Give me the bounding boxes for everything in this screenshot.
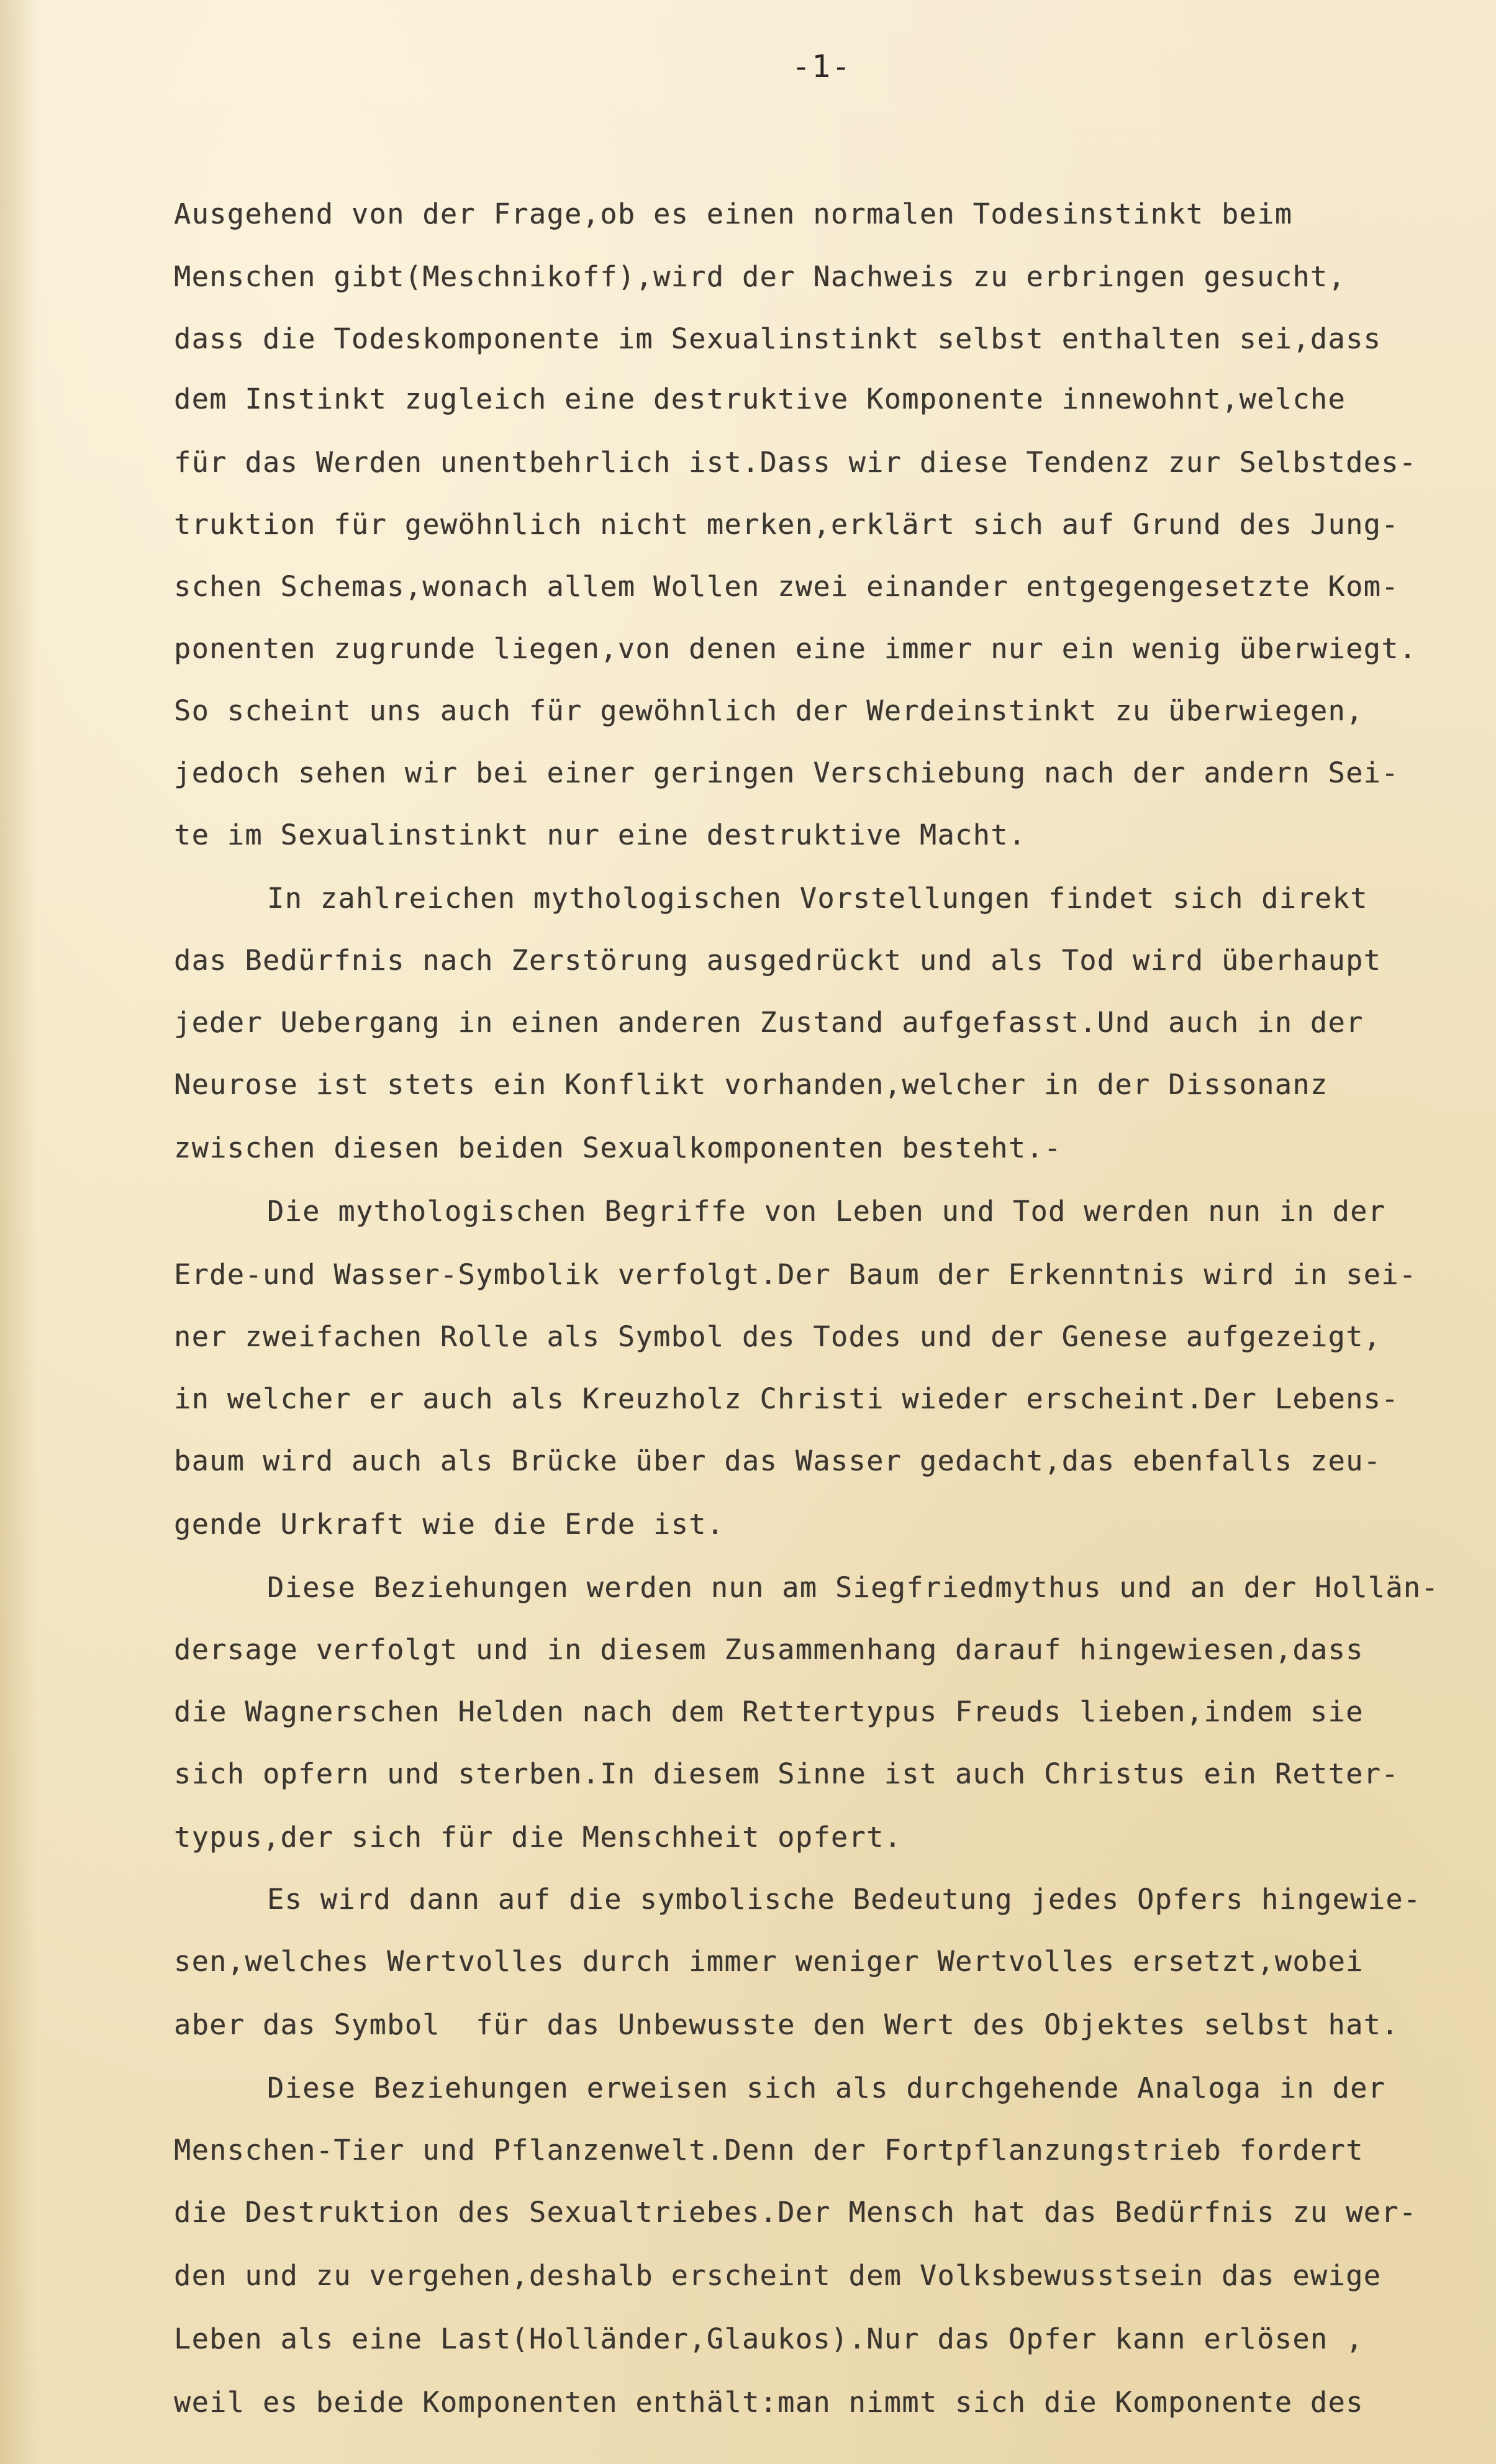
text-line: Leben als eine Last(Holländer,Glaukos).Nur das Opfer kann erlösen , <box>174 2322 1364 2355</box>
text-line: Menschen gibt(Meschnikoff),wird der Nachweis zu erbringen gesucht, <box>174 260 1346 293</box>
text-line: dersage verfolgt und in diesem Zusammenhang darauf hingewiesen,dass <box>174 1633 1364 1666</box>
text-line: sen,welches Wertvolles durch immer weniger Wertvolles ersetzt,wobei <box>174 1945 1364 1978</box>
text-line: Die mythologischen Begriffe von Leben und Tod werden nun in der <box>267 1195 1386 1228</box>
text-line: in welcher er auch als Kreuzholz Christi wieder erscheint.Der Lebens- <box>174 1382 1399 1415</box>
text-line: sich opfern und sterben.In diesem Sinne ist auch Christus ein Retter- <box>174 1757 1399 1790</box>
text-line: Es wird dann auf die symbolische Bedeutung jedes Opfers hingewie- <box>267 1883 1421 1916</box>
text-line: gende Urkraft wie die Erde ist. <box>174 1508 725 1541</box>
text-line: Diese Beziehungen werden nun am Siegfriedmythus und an der Hollän- <box>267 1571 1439 1604</box>
text-line: jeder Uebergang in einen anderen Zustand aufgefasst.Und auch in der <box>174 1006 1364 1039</box>
text-line: dass die Todeskomponente im Sexualinstinkt selbst enthalten sei,dass <box>174 322 1382 355</box>
text-line: truktion für gewöhnlich nicht merken,erklärt sich auf Grund des Jung- <box>174 508 1399 541</box>
text-line: Diese Beziehungen erweisen sich als durchgehende Analoga in der <box>267 2072 1386 2104</box>
text-line: Neurose ist stets ein Konflikt vorhanden,welcher in der Dissonanz <box>174 1068 1328 1101</box>
text-line: die Wagnerschen Helden nach dem Rettertypus Freuds lieben,indem sie <box>174 1695 1364 1728</box>
text-line: zwischen diesen beiden Sexualkomponenten besteht.- <box>174 1131 1062 1164</box>
text-line: den und zu vergehen,deshalb erscheint dem Volksbewusstsein das ewige <box>174 2259 1382 2292</box>
text-line: typus,der sich für die Menschheit opfert. <box>174 1821 902 1854</box>
text-line: baum wird auch als Brücke über das Wasser gedacht,das ebenfalls zeu- <box>174 1444 1382 1477</box>
text-line: dem Instinkt zugleich eine destruktive Komponente innewohnt,welche <box>174 383 1346 415</box>
text-line: weil es beide Komponenten enthält:man nimmt sich die Komponente des <box>174 2386 1364 2419</box>
text-line: In zahlreichen mythologischen Vorstellungen findet sich direkt <box>267 882 1368 915</box>
text-line: ponenten zugrunde liegen,von denen eine immer nur ein wenig überwiegt. <box>174 632 1417 665</box>
text-line: schen Schemas,wonach allem Wollen zwei einander entgegengesetzte Kom- <box>174 570 1399 603</box>
text-line: ner zweifachen Rolle als Symbol des Todes und der Genese aufgezeigt, <box>174 1320 1382 1353</box>
text-line: Erde-und Wasser-Symbolik verfolgt.Der Baum der Erkenntnis wird in sei- <box>174 1258 1417 1291</box>
text-line: So scheint uns auch für gewöhnlich der Werdeinstinkt zu überwiegen, <box>174 694 1364 727</box>
page-number: -1- <box>792 48 852 84</box>
text-line: Menschen-Tier und Pflanzenwelt.Denn der Fortpflanzungstrieb fordert <box>174 2134 1364 2167</box>
text-line: aber das Symbol für das Unbewusste den Wert des Objektes selbst hat. <box>174 2008 1399 2041</box>
text-line: das Bedürfnis nach Zerstörung ausgedrückt und als Tod wird überhaupt <box>174 944 1382 977</box>
text-line: jedoch sehen wir bei einer geringen Verschiebung nach der andern Sei- <box>174 756 1399 789</box>
text-line: für das Werden unentbehrlich ist.Dass wir diese Tendenz zur Selbstdes- <box>174 446 1417 479</box>
text-line: Ausgehend von der Frage,ob es einen normalen Todesinstinkt beim <box>174 197 1293 230</box>
text-line: die Destruktion des Sexualtriebes.Der Mensch hat das Bedürfnis zu wer- <box>174 2196 1417 2229</box>
text-line: te im Sexualinstinkt nur eine destruktive Macht. <box>174 818 1027 851</box>
